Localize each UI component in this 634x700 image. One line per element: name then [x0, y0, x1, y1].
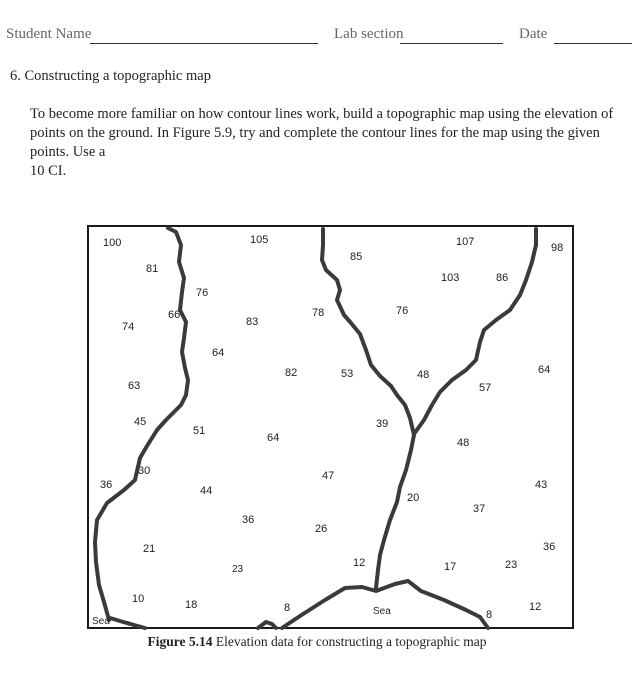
elevation-label: 23: [505, 559, 518, 571]
elevation-label: 81: [146, 263, 159, 275]
student-name-label: Student Name: [6, 26, 92, 42]
elevation-label: 78: [312, 307, 325, 319]
elevation-label: 82: [285, 367, 298, 379]
sea-label: Sea: [373, 606, 391, 617]
elevation-label: 17: [444, 561, 457, 573]
figure-number: Figure 5.14: [147, 634, 213, 649]
elevation-label: 76: [196, 287, 209, 299]
elevation-label: 45: [134, 416, 147, 428]
elevation-label: 64: [267, 432, 280, 444]
elevation-label: 63: [128, 380, 141, 392]
elevation-label: 43: [535, 479, 548, 491]
figure-caption: [0, 634, 634, 650]
elevation-label: 8: [284, 602, 291, 614]
elevation-label: 57: [479, 382, 492, 394]
elevation-label: 8: [486, 609, 493, 621]
elevation-label: 53: [341, 368, 354, 380]
elevation-label: 86: [496, 272, 509, 284]
elevation-label: 103: [441, 272, 460, 284]
elevation-label: 37: [473, 503, 486, 515]
elevation-label: 12: [353, 557, 366, 569]
elevation-label: 36: [242, 514, 255, 526]
elevation-label: 64: [212, 347, 225, 359]
contour-interval: 10 CI.: [30, 163, 67, 179]
elevation-label: 12: [529, 601, 542, 613]
elevation-label: 51: [193, 425, 206, 437]
elevation-label: 48: [417, 369, 430, 381]
elevation-label: 64: [538, 364, 551, 376]
elevation-label: 20: [407, 492, 420, 504]
elevation-label: 47: [322, 470, 335, 482]
elevation-label: 30: [138, 465, 151, 477]
lab-section-label: Lab section: [334, 26, 404, 42]
elevation-label: 44: [200, 485, 213, 497]
elevation-label: 26: [315, 523, 328, 535]
figure-caption-text: Elevation data for constructing a topographic map: [215, 634, 487, 649]
elevation-label: 21: [143, 543, 156, 555]
elevation-label: 85: [350, 251, 363, 263]
elevation-label: 18: [185, 599, 198, 611]
elevation-label: 66: [168, 309, 181, 321]
elevation-label: 36: [543, 541, 556, 553]
elevation-label: 39: [376, 418, 389, 430]
elevation-label: 98: [551, 242, 564, 254]
elevation-label: 105: [250, 234, 269, 246]
date-label: Date: [519, 26, 548, 42]
elevation-label: 36: [100, 479, 113, 491]
elevation-label: 10: [132, 593, 145, 605]
elevation-label: 74: [122, 321, 135, 333]
elevation-label: 100: [103, 237, 122, 249]
elevation-label: 48: [457, 437, 470, 449]
question-text: To become more familiar on how contour lines work, build a topographic map using the elevation of points on the ground. In Figure 5.9, try and complete the contour lines for the map using the given points. Use a: [30, 106, 614, 160]
elevation-label: 83: [246, 316, 259, 328]
elevation-label: 76: [396, 305, 409, 317]
question-title: 6. Constructing a topographic map: [10, 68, 211, 84]
sea-label: Sea: [92, 616, 110, 627]
elevation-label: 107: [456, 236, 475, 248]
elevation-label: 23: [232, 564, 244, 575]
